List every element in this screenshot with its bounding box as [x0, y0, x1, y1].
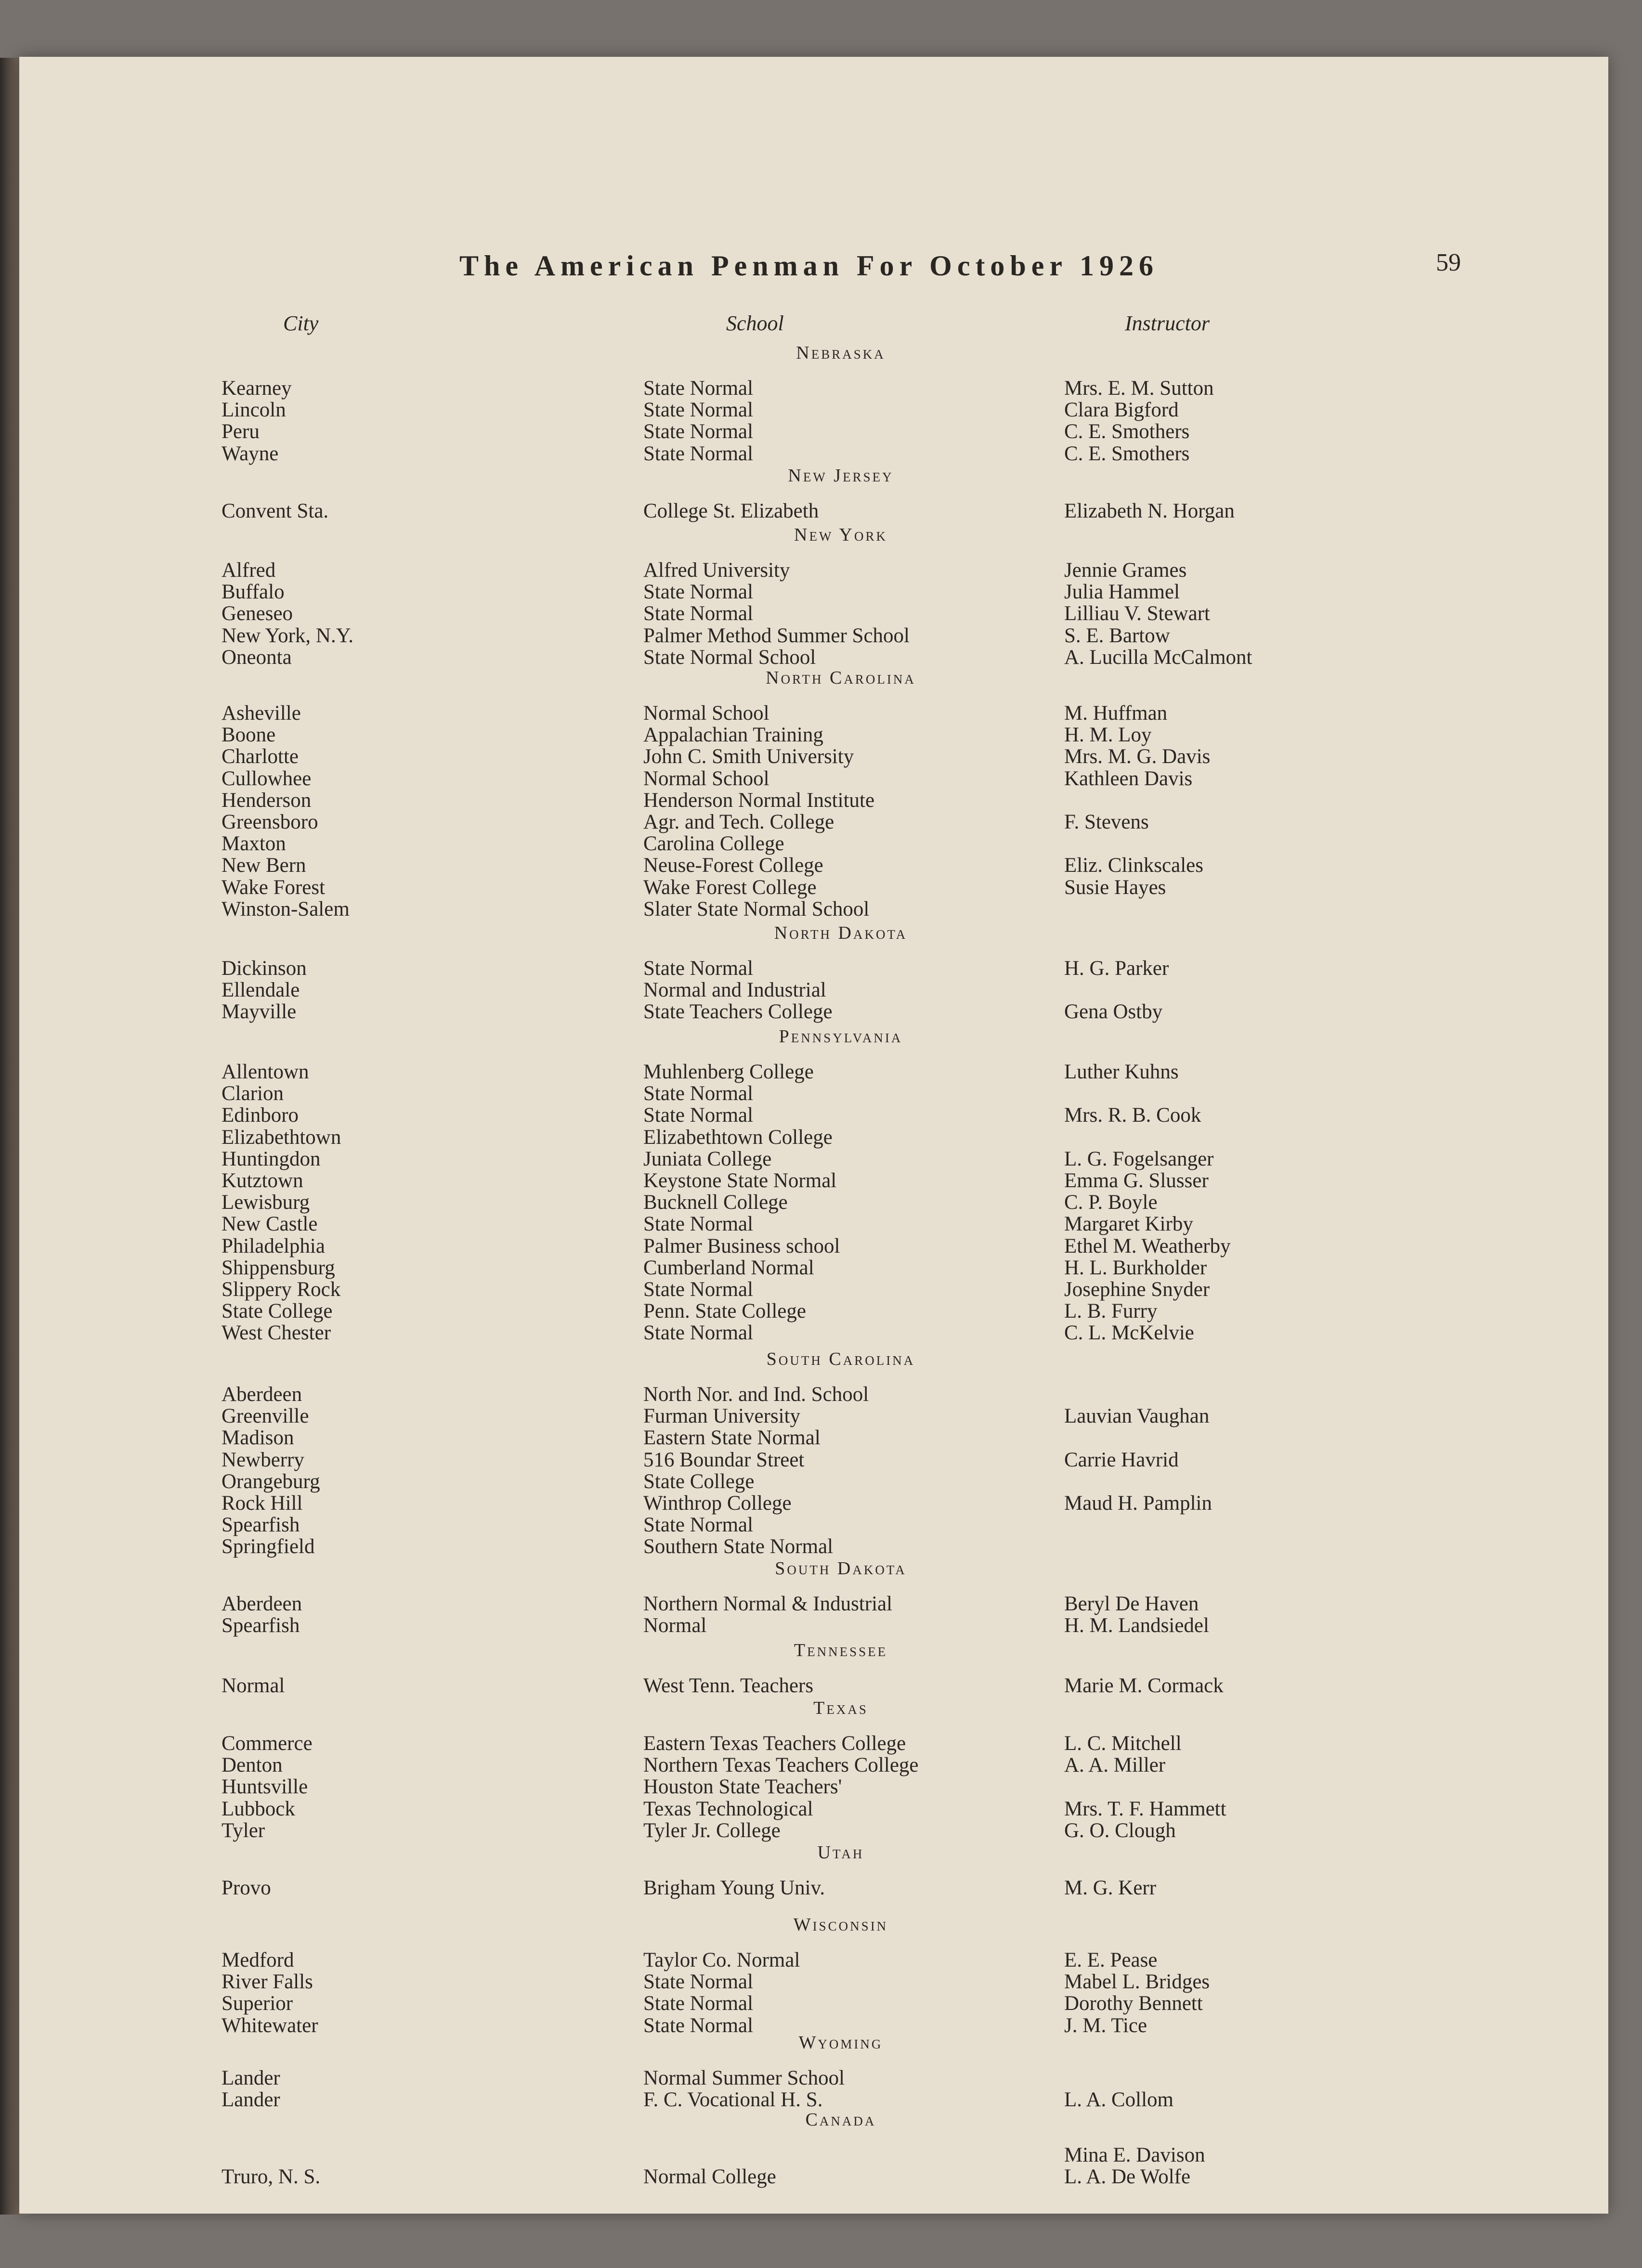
- instructor-cell: Ethel M. Weatherby: [1064, 1234, 1231, 1257]
- instructor-cell: H. M. Loy: [1064, 724, 1152, 747]
- table-row: [19, 1300, 1608, 1322]
- city-cell: Newberry: [222, 1448, 304, 1471]
- instructor-cell: C. E. Smothers: [1064, 420, 1190, 443]
- table-row: [19, 979, 1608, 1001]
- table-row: [19, 647, 1608, 668]
- table-row: [19, 1148, 1608, 1170]
- page-number: 59: [1436, 249, 1461, 276]
- city-cell: Madison: [222, 1426, 294, 1450]
- school-cell: State Normal: [643, 1992, 754, 2015]
- instructor-cell: L. G. Fogelsanger: [1064, 1147, 1214, 1170]
- school-cell: State College: [643, 1470, 755, 1493]
- instructor-cell: Maud H. Pamplin: [1064, 1492, 1212, 1515]
- school-cell: State Normal: [643, 602, 754, 625]
- instructor-cell: Lilliau V. Stewart: [1064, 602, 1210, 625]
- table-row: [19, 1877, 1608, 1899]
- table-row: [19, 1615, 1608, 1636]
- instructor-cell: C. E. Smothers: [1064, 442, 1190, 465]
- instructor-cell: Clara Bigford: [1064, 399, 1179, 422]
- table-row: [19, 1213, 1608, 1235]
- table-row: [19, 500, 1608, 522]
- table-row: [19, 1384, 1608, 1405]
- city-cell: Spearfish: [222, 1614, 300, 1637]
- school-cell: State Normal: [643, 399, 754, 422]
- instructor-cell: Jennie Grames: [1064, 559, 1187, 582]
- table-row: [19, 1427, 1608, 1449]
- city-cell: Huntsville: [222, 1776, 308, 1799]
- instructor-cell: Elizabeth N. Horgan: [1064, 500, 1235, 522]
- instructor-cell: G. O. Clough: [1064, 1819, 1176, 1842]
- instructor-cell: Luther Kuhns: [1064, 1061, 1179, 1083]
- city-cell: Buffalo: [222, 581, 285, 604]
- table-row: [19, 1001, 1608, 1023]
- table-row: [19, 1104, 1608, 1126]
- table-row: [19, 1798, 1608, 1820]
- state-heading: Canada: [805, 2110, 876, 2130]
- school-cell: Normal: [643, 1614, 707, 1637]
- instructor-cell: Lauvian Vaughan: [1064, 1405, 1210, 1428]
- city-cell: Orangeburg: [222, 1470, 320, 1493]
- instructor-cell: Susie Hayes: [1064, 876, 1166, 899]
- city-cell: Superior: [222, 1992, 293, 2015]
- instructor-cell: S. E. Bartow: [1064, 624, 1170, 647]
- city-cell: Clarion: [222, 1082, 284, 1105]
- city-cell: Slippery Rock: [222, 1278, 341, 1301]
- table-row: [19, 1733, 1608, 1754]
- state-heading: Pennsylvania: [779, 1026, 903, 1047]
- state-heading: Wyoming: [798, 2033, 883, 2053]
- school-cell: 516 Boundar Street: [643, 1448, 805, 1471]
- table-row: [19, 1492, 1608, 1514]
- table-row: [19, 1449, 1608, 1471]
- instructor-cell: C. L. McKelvie: [1064, 1322, 1194, 1345]
- table-row: [19, 625, 1608, 647]
- table-row: [19, 1536, 1608, 1557]
- instructor-cell: L. B. Furry: [1064, 1300, 1158, 1323]
- table-row: [19, 399, 1608, 421]
- instructor-cell: Josephine Snyder: [1064, 1278, 1210, 1301]
- school-cell: Furman University: [643, 1405, 801, 1428]
- city-cell: New Bern: [222, 854, 306, 877]
- instructor-cell: Mrs. R. B. Cook: [1064, 1104, 1201, 1127]
- column-header-instructor: Instructor: [1125, 311, 1210, 335]
- school-cell: Keystone State Normal: [643, 1169, 837, 1192]
- school-cell: Winthrop College: [643, 1492, 792, 1515]
- instructor-cell: L. A. Collom: [1064, 2088, 1173, 2112]
- school-cell: Eastern Texas Teachers College: [643, 1732, 906, 1755]
- state-heading: North Carolina: [766, 668, 916, 688]
- instructor-cell: Carrie Havrid: [1064, 1448, 1179, 1471]
- school-cell: State Normal: [643, 2014, 754, 2037]
- city-cell: Edinboro: [222, 1104, 299, 1127]
- table-row: [19, 768, 1608, 790]
- city-cell: Aberdeen: [222, 1593, 302, 1615]
- table-row: [19, 811, 1608, 833]
- table-row: [19, 377, 1608, 399]
- state-heading: South Dakota: [775, 1558, 907, 1579]
- column-header-school: School: [726, 311, 784, 335]
- city-cell: Dickinson: [222, 957, 307, 980]
- city-cell: Lubbock: [222, 1797, 295, 1820]
- table-row: [19, 702, 1608, 724]
- school-cell: College St. Elizabeth: [643, 500, 819, 522]
- table-row: [19, 1971, 1608, 1993]
- school-cell: F. C. Vocational H. S.: [643, 2088, 823, 2112]
- column-header-city: City: [283, 311, 319, 335]
- school-cell: State Teachers College: [643, 1000, 833, 1024]
- school-cell: Muhlenberg College: [643, 1061, 814, 1083]
- instructor-cell: Mabel L. Bridges: [1064, 1970, 1210, 1994]
- school-cell: State Normal: [643, 1970, 754, 1994]
- city-cell: Charlotte: [222, 745, 299, 768]
- city-cell: Huntingdon: [222, 1147, 321, 1170]
- instructor-cell: A. A. Miller: [1064, 1754, 1166, 1777]
- instructor-cell: Mrs. M. G. Davis: [1064, 745, 1211, 768]
- city-cell: Peru: [222, 420, 260, 443]
- instructor-cell: A. Lucilla McCalmont: [1064, 646, 1252, 669]
- school-cell: Normal and Industrial: [643, 979, 826, 1002]
- school-cell: West Tenn. Teachers: [643, 1674, 814, 1697]
- state-heading: New Jersey: [788, 466, 894, 486]
- table-row: [19, 2166, 1608, 2188]
- school-cell: Taylor Co. Normal: [643, 1949, 800, 1971]
- school-cell: Normal Summer School: [643, 2067, 845, 2089]
- city-cell: Lander: [222, 2067, 280, 2089]
- school-cell: State Normal: [643, 1514, 754, 1537]
- school-cell: Normal School: [643, 702, 769, 725]
- city-cell: Maxton: [222, 832, 286, 855]
- table-row: [19, 1593, 1608, 1615]
- instructor-cell: L. C. Mitchell: [1064, 1732, 1182, 1755]
- instructor-cell: Eliz. Clinkscales: [1064, 854, 1203, 877]
- city-cell: Aberdeen: [222, 1383, 302, 1406]
- city-cell: Boone: [222, 724, 276, 747]
- city-cell: Asheville: [222, 702, 301, 725]
- school-cell: State Normal: [643, 1213, 754, 1236]
- city-cell: Spearfish: [222, 1514, 300, 1537]
- city-cell: Mayville: [222, 1000, 297, 1024]
- city-cell: Medford: [222, 1949, 294, 1971]
- table-row: [19, 1949, 1608, 1971]
- table-row: [19, 1083, 1608, 1104]
- instructor-cell: H. M. Landsiedel: [1064, 1614, 1209, 1637]
- state-heading: Tennessee: [794, 1640, 888, 1660]
- table-row: [19, 746, 1608, 767]
- school-cell: Cumberland Normal: [643, 1256, 814, 1279]
- instructor-cell: Dorothy Bennett: [1064, 1992, 1203, 2015]
- table-row: [19, 1235, 1608, 1257]
- city-cell: Alfred: [222, 559, 276, 582]
- school-cell: State Normal: [643, 581, 754, 604]
- table-row: [19, 1061, 1608, 1083]
- state-heading: Utah: [817, 1842, 864, 1863]
- instructor-cell: Margaret Kirby: [1064, 1213, 1193, 1236]
- school-cell: Juniata College: [643, 1147, 772, 1170]
- school-cell: Palmer Business school: [643, 1234, 840, 1257]
- instructor-cell: Kathleen Davis: [1064, 767, 1193, 790]
- table-row: [19, 1322, 1608, 1344]
- state-heading: Wisconsin: [793, 1915, 888, 1935]
- instructor-cell: Emma G. Slusser: [1064, 1169, 1209, 1192]
- table-row: [19, 1754, 1608, 1776]
- school-cell: State Normal: [643, 442, 754, 465]
- city-cell: Tyler: [222, 1819, 265, 1842]
- table-row: [19, 1471, 1608, 1492]
- city-cell: Lander: [222, 2088, 280, 2112]
- city-cell: Kutztown: [222, 1169, 303, 1192]
- school-cell: Tyler Jr. College: [643, 1819, 781, 1842]
- school-cell: Appalachian Training: [643, 724, 823, 747]
- city-cell: Shippensburg: [222, 1256, 335, 1279]
- school-cell: Palmer Method Summer School: [643, 624, 910, 647]
- instructor-cell: Julia Hammel: [1064, 581, 1180, 604]
- city-cell: Lewisburg: [222, 1191, 310, 1214]
- school-cell: Brigham Young Univ.: [643, 1877, 825, 1899]
- table-row: [19, 603, 1608, 624]
- school-cell: State Normal: [643, 957, 754, 980]
- school-cell: Elizabethtown College: [643, 1126, 833, 1149]
- school-cell: State Normal: [643, 420, 754, 443]
- school-cell: Carolina College: [643, 832, 784, 855]
- table-row: [19, 958, 1608, 979]
- table-row: [19, 855, 1608, 876]
- city-cell: New Castle: [222, 1213, 318, 1236]
- city-cell: Springfield: [222, 1535, 315, 1558]
- school-cell: Agr. and Tech. College: [643, 811, 834, 833]
- table-row: [19, 1405, 1608, 1427]
- school-cell: Houston State Teachers': [643, 1776, 842, 1799]
- table-row: [19, 2144, 1608, 2166]
- city-cell: Wake Forest: [222, 876, 326, 899]
- state-heading: North Dakota: [774, 923, 908, 943]
- city-cell: Winston-Salem: [222, 897, 350, 920]
- city-cell: Rock Hill: [222, 1492, 303, 1515]
- city-cell: Lincoln: [222, 399, 286, 422]
- table-row: [19, 1993, 1608, 2014]
- city-cell: Oneonta: [222, 646, 292, 669]
- table-row: [19, 1257, 1608, 1279]
- school-cell: North Nor. and Ind. School: [643, 1383, 869, 1406]
- table-row: [19, 724, 1608, 746]
- school-cell: State Normal: [643, 1322, 754, 1345]
- table-row: [19, 1675, 1608, 1697]
- school-cell: Slater State Normal School: [643, 897, 870, 920]
- instructor-cell: Mrs. T. F. Hammett: [1064, 1797, 1226, 1820]
- instructor-cell: J. M. Tice: [1064, 2014, 1147, 2037]
- city-cell: Geneseo: [222, 602, 293, 625]
- table-row: [19, 877, 1608, 898]
- school-cell: Wake Forest College: [643, 876, 817, 899]
- instructor-cell: C. P. Boyle: [1064, 1191, 1158, 1214]
- city-cell: West Chester: [222, 1322, 331, 1345]
- table-row: [19, 559, 1608, 581]
- instructor-cell: Gena Ostby: [1064, 1000, 1163, 1024]
- school-cell: Neuse-Forest College: [643, 854, 823, 877]
- table-row: [19, 898, 1608, 920]
- city-cell: Commerce: [222, 1732, 313, 1755]
- state-heading: Texas: [813, 1698, 868, 1718]
- instructor-cell: F. Stevens: [1064, 811, 1149, 833]
- city-cell: Kearney: [222, 377, 292, 400]
- city-cell: Greensboro: [222, 811, 318, 833]
- state-heading: Nebraska: [796, 343, 886, 363]
- instructor-cell: M. Huffman: [1064, 702, 1168, 725]
- school-cell: Northern Normal & Industrial: [643, 1593, 893, 1615]
- school-cell: Southern State Normal: [643, 1535, 834, 1558]
- instructor-cell: Mrs. E. M. Sutton: [1064, 377, 1214, 400]
- page-header-title: The American Penman For October 1926: [459, 250, 1159, 282]
- table-row: [19, 1514, 1608, 1536]
- school-cell: Penn. State College: [643, 1300, 806, 1323]
- city-cell: State College: [222, 1300, 333, 1323]
- city-cell: Henderson: [222, 789, 312, 812]
- table-row: [19, 1279, 1608, 1300]
- table-row: [19, 421, 1608, 442]
- table-row: [19, 1820, 1608, 1841]
- city-cell: Philadelphia: [222, 1234, 325, 1257]
- table-row: [19, 581, 1608, 603]
- school-cell: Normal College: [643, 2165, 776, 2189]
- city-cell: Convent Sta.: [222, 500, 329, 522]
- table-row: [19, 790, 1608, 811]
- table-row: [19, 443, 1608, 465]
- school-cell: Texas Technological: [643, 1797, 813, 1820]
- school-cell: Henderson Normal Institute: [643, 789, 875, 812]
- school-cell: Alfred University: [643, 559, 790, 582]
- city-cell: Wayne: [222, 442, 279, 465]
- city-cell: Denton: [222, 1754, 283, 1777]
- school-cell: Bucknell College: [643, 1191, 788, 1214]
- school-cell: John C. Smith University: [643, 745, 854, 768]
- instructor-cell: Mina E. Davison: [1064, 2144, 1205, 2166]
- city-cell: Whitewater: [222, 2014, 318, 2037]
- table-row: [19, 1776, 1608, 1798]
- school-cell: State Normal School: [643, 646, 816, 669]
- instructor-cell: M. G. Kerr: [1064, 1877, 1157, 1899]
- city-cell: Truro, N. S.: [222, 2165, 321, 2189]
- city-cell: Elizabethtown: [222, 1126, 341, 1149]
- school-cell: Normal School: [643, 767, 769, 790]
- instructor-cell: Marie M. Cormack: [1064, 1674, 1224, 1697]
- city-cell: Ellendale: [222, 979, 300, 1002]
- city-cell: River Falls: [222, 1970, 313, 1994]
- instructor-cell: Beryl De Haven: [1064, 1593, 1199, 1615]
- school-cell: State Normal: [643, 377, 754, 400]
- city-cell: Cullowhee: [222, 767, 312, 790]
- table-row: [19, 833, 1608, 855]
- instructor-cell: H. L. Burkholder: [1064, 1256, 1207, 1279]
- state-heading: South Carolina: [766, 1349, 915, 1369]
- school-cell: State Normal: [643, 1278, 754, 1301]
- city-cell: Provo: [222, 1877, 271, 1899]
- instructor-cell: L. A. De Wolfe: [1064, 2165, 1191, 2189]
- school-cell: Eastern State Normal: [643, 1426, 821, 1450]
- city-cell: New York, N.Y.: [222, 624, 353, 647]
- page: [19, 57, 1608, 2214]
- city-cell: Allentown: [222, 1061, 309, 1083]
- school-cell: Northern Texas Teachers College: [643, 1754, 919, 1777]
- table-row: [19, 1192, 1608, 1213]
- table-row: [19, 1127, 1608, 1148]
- instructor-cell: H. G. Parker: [1064, 957, 1169, 980]
- school-cell: State Normal: [643, 1082, 754, 1105]
- city-cell: Normal: [222, 1674, 285, 1697]
- city-cell: Greenville: [222, 1405, 309, 1428]
- table-row: [19, 2067, 1608, 2089]
- school-cell: State Normal: [643, 1104, 754, 1127]
- table-row: [19, 1170, 1608, 1192]
- state-heading: New York: [794, 525, 887, 545]
- instructor-cell: E. E. Pease: [1064, 1949, 1158, 1971]
